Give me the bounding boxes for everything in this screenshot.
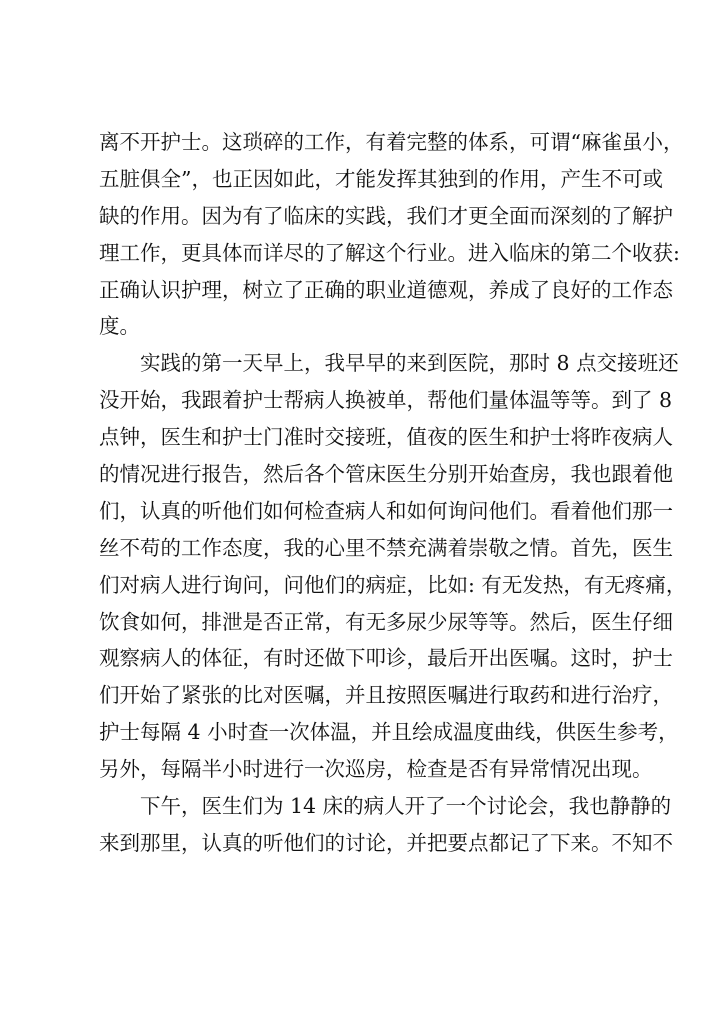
text-line: 们对病人进行询问，问他们的病症，比如: 有无发热，有无疼痛，: [99, 572, 687, 597]
text-line: 实践的第一天早上，我早早的来到医院，那时 8 点交接班还: [99, 351, 679, 376]
text-line: 们开始了紧张的比对医嘱，并且按照医嘱进行取药和进行治疗，: [99, 683, 673, 708]
text-line: 五脏俱全”，也正因如此，才能发挥其独到的作用，产生不可或: [99, 166, 663, 191]
text-line: 点钟，医生和护士门准时交接班，值夜的医生和护士将昨夜病人: [99, 425, 673, 450]
text-line: 护士每隔 4 小时查一次体温，并且绘成温度曲线，供医生参考，: [99, 720, 679, 745]
text-line: 饮食如何，排泄是否正常，有无多尿少尿等等。然后，医生仔细: [99, 609, 673, 634]
text-line: 没开始，我跟着护士帮病人换被单，帮他们量体温等等。到了 8: [99, 388, 673, 413]
text-line: 正确认识护理，树立了正确的职业道德观，养成了良好的工作态: [99, 277, 673, 302]
text-line: 度。: [99, 314, 140, 339]
text-line: 另外，每隔半小时进行一次巡房，检查是否有异常情况出现。: [99, 757, 653, 782]
text-line: 观察病人的体征，有时还做下叩诊，最后开出医嘱。这时，护士: [99, 646, 673, 671]
text-line: 缺的作用。因为有了临床的实践，我们才更全面而深刻的了解护: [99, 203, 673, 228]
text-line: 的情况进行报告，然后各个管床医生分别开始查房，我也跟着他: [99, 462, 673, 487]
text-line: 下午，医生们为 14 床的病人开了一个讨论会，我也静静的: [99, 794, 672, 819]
text-line: 丝不苟的工作态度，我的心里不禁充满着崇敬之情。首先，医生: [99, 535, 673, 560]
text-line: 来到那里，认真的听他们的讨论，并把要点都记了下来。不知不: [99, 830, 673, 855]
text-line: 离不开护士。这琐碎的工作，有着完整的体系，可谓“麻雀虽小，: [99, 130, 684, 154]
text-line: 理工作，更具体而详尽的了解这个行业。进入临床的第二个收获:: [99, 240, 680, 265]
body-text: [99, 124, 687, 862]
text-line: 们，认真的听他们如何检查病人和如何询问他们。看着他们那一: [99, 498, 673, 523]
